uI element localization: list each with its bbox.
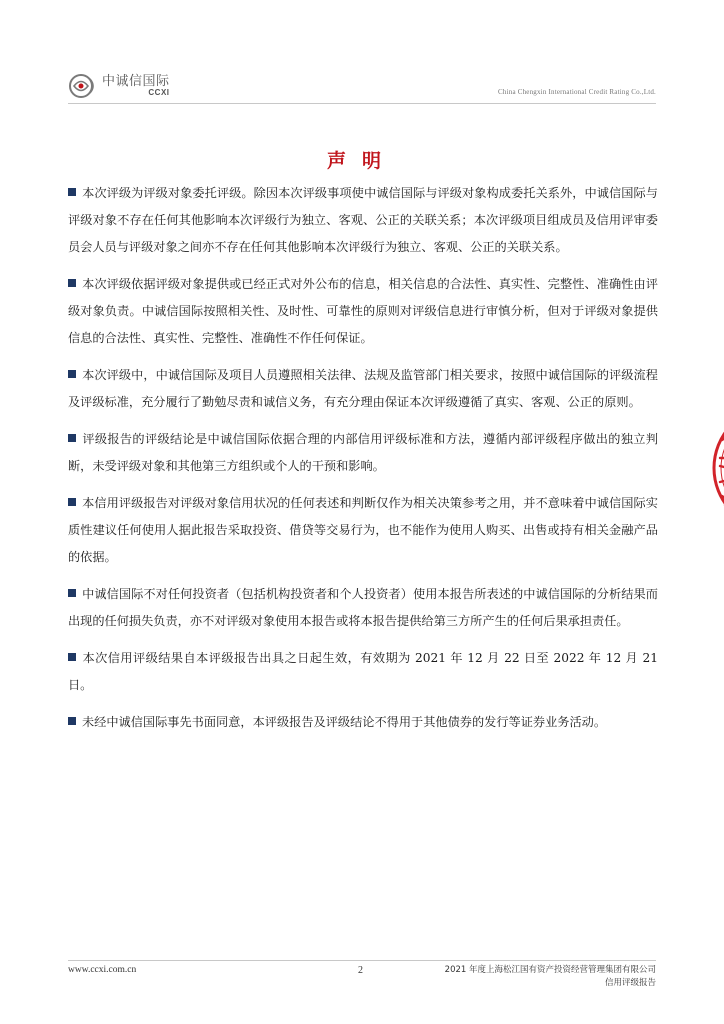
footer-divider xyxy=(68,960,656,961)
footer-report-title xyxy=(445,964,656,990)
square-bullet-icon xyxy=(68,653,76,661)
red-seal-icon xyxy=(708,400,724,536)
square-bullet-icon xyxy=(68,188,76,196)
header-divider xyxy=(68,103,656,104)
page-title: 声明 xyxy=(326,150,397,172)
declaration-item xyxy=(68,180,658,261)
declaration-item xyxy=(68,271,658,352)
declaration-body xyxy=(68,180,658,746)
square-bullet-icon xyxy=(68,279,76,287)
square-bullet-icon xyxy=(68,370,76,378)
declaration-text: 本次评级为评级对象委托评级。除因本次评级事项使中诚信国际与评级对象构成委托关系外，中诚信国际与评级对象不存在任何其他影响本次评级行为独立、客观、公正的关联关系；本次评级项目组成员及信用评审委员会人员与评级对象之间亦不存在任何其他影响本次评级行为独立、客观、公正的关联关系。 xyxy=(68,186,658,254)
declaration-item xyxy=(68,490,658,571)
globe-logo-icon xyxy=(68,73,98,99)
declaration-text: 本次信用评级结果自本评级报告出具之日起生效，有效期为 2021 年 12 月 22 日至 2022 年 12 月 21 日。 xyxy=(68,651,658,692)
declaration-item xyxy=(68,426,658,480)
footer-website: www.ccxi.com.cn xyxy=(68,965,137,975)
company-logo xyxy=(68,72,170,100)
page-number: 2 xyxy=(358,965,363,976)
declaration-item xyxy=(68,581,658,635)
declaration-item xyxy=(68,709,658,736)
report-title-line2: 信用评级报告 xyxy=(604,978,656,988)
square-bullet-icon xyxy=(68,434,76,442)
declaration-text: 本次评级依据评级对象提供或已经正式对外公布的信息，相关信息的合法性、真实性、完整性、准确性由评级对象负责。中诚信国际按照相关性、及时性、可靠性的原则对评级信息进行审慎分析，但对于评级对象提供信息的合法性、真实性、完整性、准确性不作任何保证。 xyxy=(68,277,658,345)
declaration-text: 本次评级中，中诚信国际及项目人员遵照相关法律、法规及监管部门相关要求，按照中诚信国际的评级流程及评级标准，充分履行了勤勉尽责和诚信义务，有充分理由保证本次评级遵循了真实、客观、公正的原则。 xyxy=(68,368,658,409)
square-bullet-icon xyxy=(68,589,76,597)
declaration-text: 评级报告的评级结论是中诚信国际依据合理的内部信用评级标准和方法，遵循内部评级程序做出的独立判断，未受评级对象和其他第三方组织或个人的干预和影响。 xyxy=(68,432,658,473)
logo-en-text: CCXI xyxy=(148,88,170,97)
page-header xyxy=(68,72,656,102)
logo-cn-text: 中诚信国际 xyxy=(102,74,170,89)
square-bullet-icon xyxy=(68,498,76,506)
declaration-item xyxy=(68,362,658,416)
report-title-line1: 2021 年度上海松江国有资产投资经营管理集团有限公司 xyxy=(444,965,656,975)
square-bullet-icon xyxy=(68,717,76,725)
company-english-name: China Chengxin International Credit Rating Co.,Ltd. xyxy=(498,88,656,96)
declaration-text: 未经中诚信国际事先书面同意，本评级报告及评级结论不得用于其他债券的发行等证券业务活动。 xyxy=(82,715,607,729)
declaration-text: 本信用评级报告对评级对象信用状况的任何表述和判断仅作为相关决策参考之用，并不意味着中诚信国际实质性建议任何使用人据此报告采取投资、借贷等交易行为，也不能作为使用人购买、出售或持有相关金融产品的依据。 xyxy=(68,496,658,564)
company-seal xyxy=(708,400,724,536)
declaration-item xyxy=(68,645,658,699)
declaration-text: 中诚信国际不对任何投资者（包括机构投资者和个人投资者）使用本报告所表述的中诚信国际的分析结果而出现的任何损失负责，亦不对评级对象使用本报告或将本报告提供给第三方所产生的任何后果承担责任。 xyxy=(68,587,658,628)
